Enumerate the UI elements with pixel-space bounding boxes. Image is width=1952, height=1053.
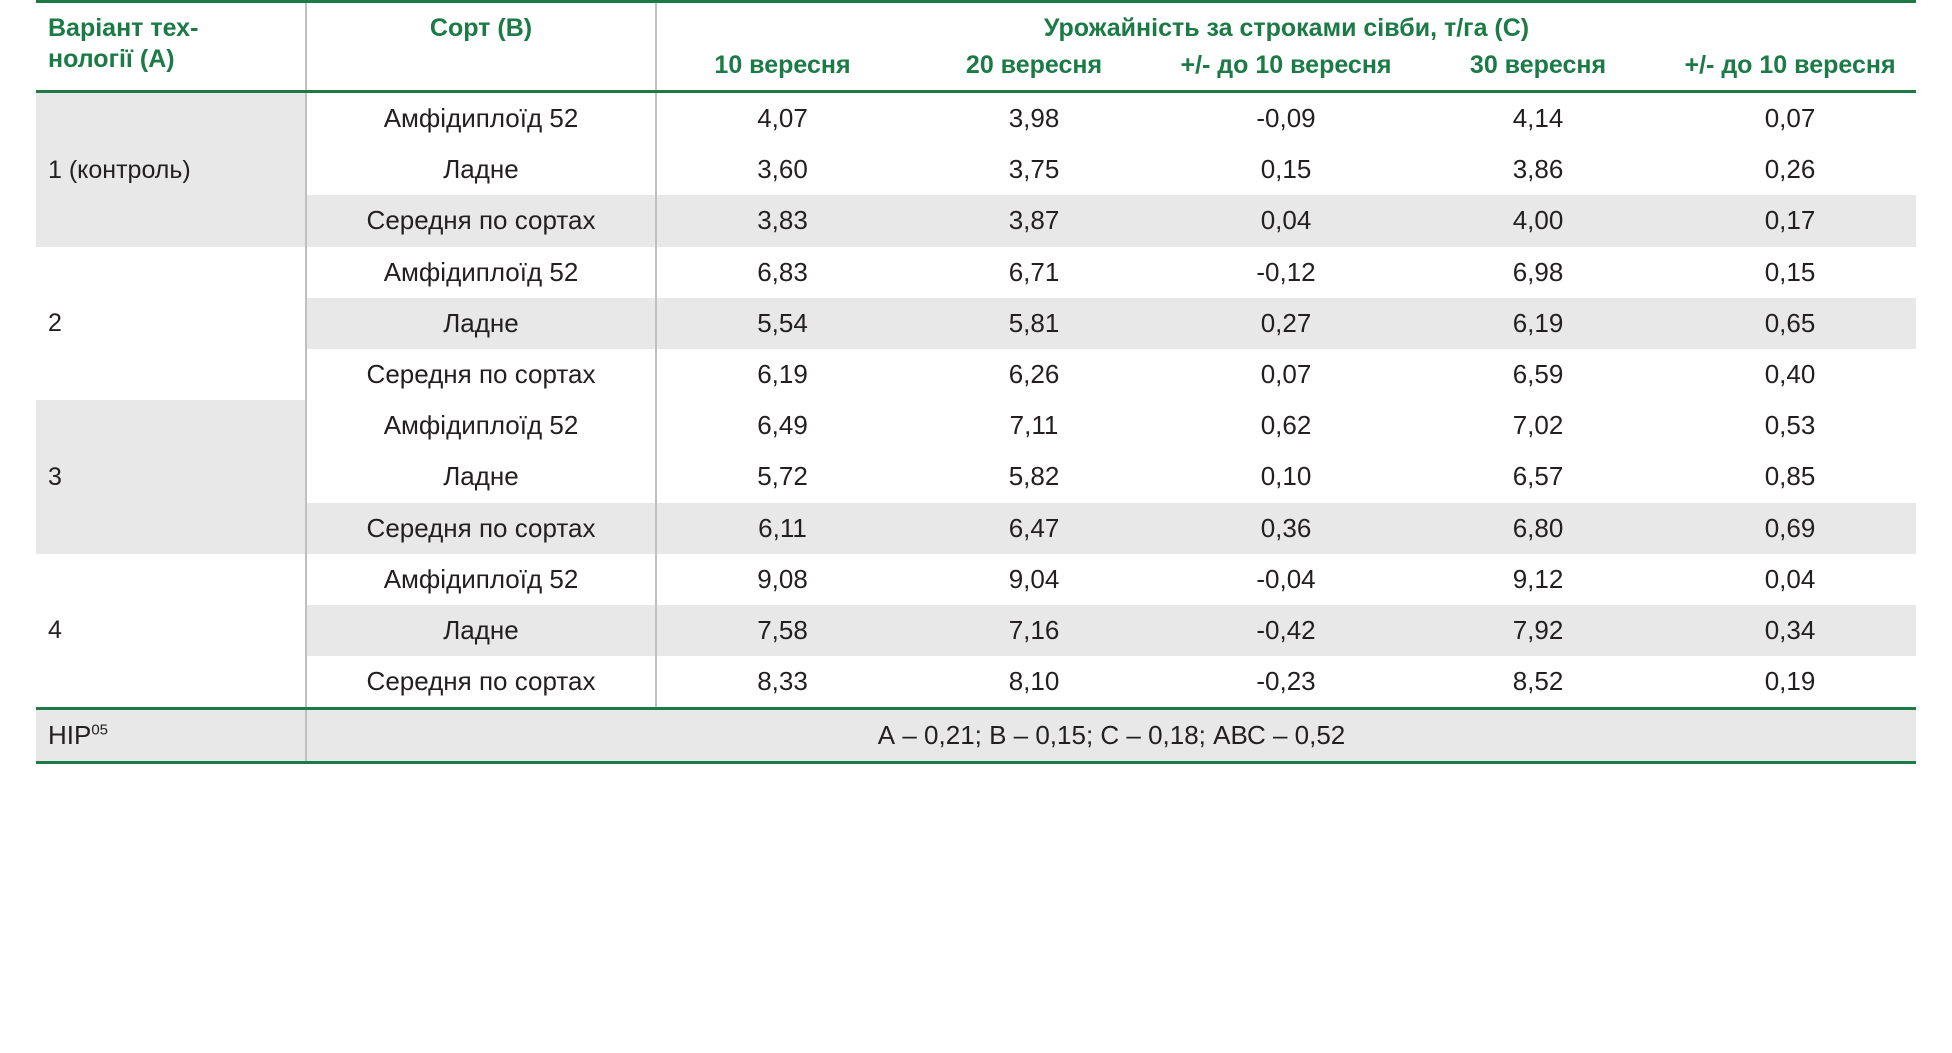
cell-diff30: 0,85: [1664, 451, 1916, 502]
cell-sep10: 6,19: [656, 349, 908, 400]
cell-sep20: 8,10: [908, 656, 1160, 709]
row-variant-4: 4: [36, 554, 306, 709]
header-sub-sep20: 20 вересня: [908, 48, 1160, 91]
row-sort: Амфідиплоїд 52: [306, 400, 656, 451]
row-variant-2: 2: [36, 247, 306, 401]
cell-sep30: 4,14: [1412, 93, 1664, 144]
row-sort: Амфідиплоїд 52: [306, 554, 656, 605]
table-row: [36, 451, 1916, 502]
table-body: [36, 93, 1916, 761]
cell-diff30: 0,26: [1664, 144, 1916, 195]
cell-sep20: 7,16: [908, 605, 1160, 656]
yield-table: [36, 3, 1916, 761]
row-sort: Середня по сортах: [306, 195, 656, 246]
cell-diff30: 0,17: [1664, 195, 1916, 246]
header-sub-diff20: +/- до 10 вересня: [1160, 48, 1412, 91]
cell-diff20: 0,62: [1160, 400, 1412, 451]
cell-diff20: 0,15: [1160, 144, 1412, 195]
table-row: [36, 554, 1916, 605]
cell-sep10: 8,33: [656, 656, 908, 709]
header-variant-line1: Варіант тех-: [48, 14, 199, 42]
cell-sep10: 4,07: [656, 93, 908, 144]
cell-sep10: 7,58: [656, 605, 908, 656]
cell-sep20: 6,26: [908, 349, 1160, 400]
cell-sep20: 3,75: [908, 144, 1160, 195]
row-variant-1: 1 (контроль): [36, 93, 306, 247]
cell-diff30: 0,15: [1664, 247, 1916, 298]
cell-sep30: 6,19: [1412, 298, 1664, 349]
hip-label-text: НІР: [48, 720, 92, 751]
cell-diff20: 0,10: [1160, 451, 1412, 502]
cell-sep30: 6,80: [1412, 503, 1664, 554]
cell-diff30: 0,04: [1664, 554, 1916, 605]
row-sort: Ладне: [306, 144, 656, 195]
cell-diff20: -0,42: [1160, 605, 1412, 656]
table-row: [36, 656, 1916, 709]
cell-diff30: 0,69: [1664, 503, 1916, 554]
cell-diff20: -0,04: [1160, 554, 1412, 605]
cell-sep30: 7,02: [1412, 400, 1664, 451]
table-footer-row: [36, 709, 1916, 762]
cell-sep20: 5,81: [908, 298, 1160, 349]
row-sort: Ладне: [306, 605, 656, 656]
cell-sep30: 6,57: [1412, 451, 1664, 502]
cell-diff20: 0,27: [1160, 298, 1412, 349]
row-sort: Амфідиплоїд 52: [306, 93, 656, 144]
cell-sep30: 6,98: [1412, 247, 1664, 298]
cell-sep30: 4,00: [1412, 195, 1664, 246]
cell-diff20: 0,04: [1160, 195, 1412, 246]
table-row: [36, 195, 1916, 246]
cell-diff20: -0,09: [1160, 93, 1412, 144]
header-sort: Сорт (В): [306, 3, 656, 90]
header-sub-sep30: 30 вересня: [1412, 48, 1664, 91]
cell-sep30: 9,12: [1412, 554, 1664, 605]
table-row: [36, 93, 1916, 144]
row-sort: Середня по сортах: [306, 503, 656, 554]
row-sort: Амфідиплоїд 52: [306, 247, 656, 298]
cell-sep20: 6,71: [908, 247, 1160, 298]
table-row: [36, 144, 1916, 195]
hip-label: [36, 709, 306, 762]
header-yield-group: Урожайність за строками сівби, т/га (С): [656, 3, 1916, 48]
cell-sep10: 6,83: [656, 247, 908, 298]
table-head: [36, 3, 1916, 93]
row-sort: Ладне: [306, 298, 656, 349]
header-sub-diff30: +/- до 10 вересня: [1664, 48, 1916, 91]
cell-diff20: 0,36: [1160, 503, 1412, 554]
row-variant-3: 3: [36, 400, 306, 554]
cell-diff30: 0,19: [1664, 656, 1916, 709]
cell-diff30: 0,40: [1664, 349, 1916, 400]
cell-diff20: -0,12: [1160, 247, 1412, 298]
cell-sep20: 9,04: [908, 554, 1160, 605]
row-sort: Середня по сортах: [306, 656, 656, 709]
cell-sep20: 6,47: [908, 503, 1160, 554]
header-variant: [36, 3, 306, 90]
cell-sep10: 6,11: [656, 503, 908, 554]
header-sub-sep10: 10 вересня: [656, 48, 908, 91]
cell-diff30: 0,65: [1664, 298, 1916, 349]
cell-sep20: 3,98: [908, 93, 1160, 144]
cell-diff30: 0,34: [1664, 605, 1916, 656]
table-row: [36, 349, 1916, 400]
cell-sep10: 5,54: [656, 298, 908, 349]
row-sort: Середня по сортах: [306, 349, 656, 400]
hip-value: А – 0,21; В – 0,15; С – 0,18; АВС – 0,52: [306, 709, 1916, 762]
cell-diff30: 0,07: [1664, 93, 1916, 144]
cell-sep30: 8,52: [1412, 656, 1664, 709]
cell-sep10: 9,08: [656, 554, 908, 605]
header-variant-line2: нології (А): [48, 44, 175, 73]
cell-sep30: 7,92: [1412, 605, 1664, 656]
cell-sep10: 3,83: [656, 195, 908, 246]
cell-diff20: 0,07: [1160, 349, 1412, 400]
cell-sep30: 3,86: [1412, 144, 1664, 195]
cell-sep10: 6,49: [656, 400, 908, 451]
cell-diff20: -0,23: [1160, 656, 1412, 709]
cell-sep10: 3,60: [656, 144, 908, 195]
table-row: [36, 247, 1916, 298]
table-bottom-rule: [36, 761, 1916, 764]
table-row: [36, 400, 1916, 451]
hip-label-sup: 05: [91, 721, 109, 739]
cell-sep30: 6,59: [1412, 349, 1664, 400]
cell-sep20: 5,82: [908, 451, 1160, 502]
cell-sep20: 7,11: [908, 400, 1160, 451]
row-sort: Ладне: [306, 451, 656, 502]
cell-diff30: 0,53: [1664, 400, 1916, 451]
table-row: [36, 503, 1916, 554]
table-row: [36, 605, 1916, 656]
cell-sep10: 5,72: [656, 451, 908, 502]
cell-sep20: 3,87: [908, 195, 1160, 246]
table-row: [36, 298, 1916, 349]
